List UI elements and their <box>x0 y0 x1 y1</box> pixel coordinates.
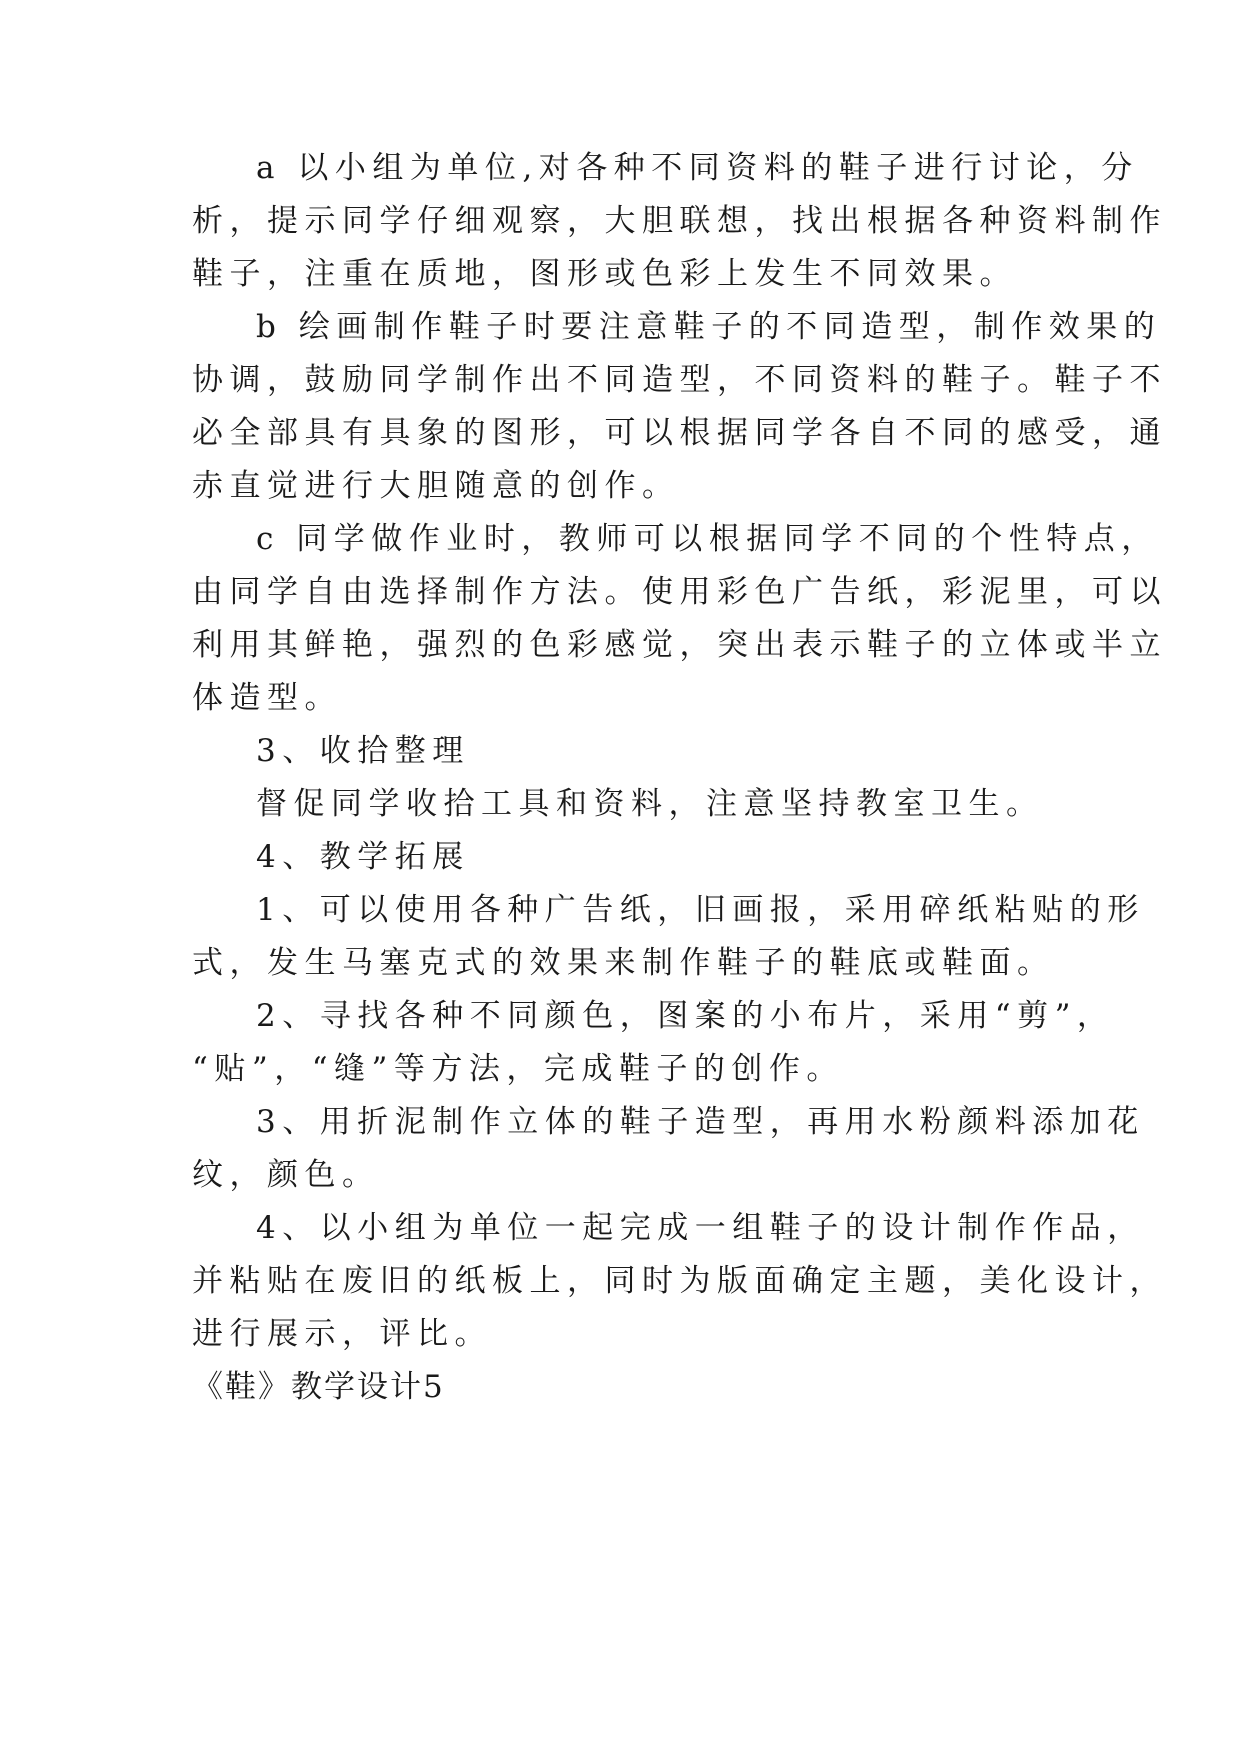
paragraph-b-line-4: 赤直觉进行大胆随意的创作。 <box>192 468 680 504</box>
extension-item-4-line-2: 并粘贴在废旧的纸板上，同时为版面确定主题，美化设计， <box>192 1263 1167 1299</box>
extension-item-3-line-1: 3、用折泥制作立体的鞋子造型，再用水粉颜料添加花 <box>256 1104 1145 1140</box>
extension-item-1-line-2: 式，发生马塞克式的效果来制作鞋子的鞋底或鞋面。 <box>192 945 1055 981</box>
paragraph-b-line-2: 协调，鼓励同学制作出不同造型，不同资料的鞋子。鞋子不 <box>192 362 1167 398</box>
paragraph-b-line-1: b 绘画制作鞋子时要注意鞋子的不同造型，制作效果的 <box>256 309 1162 345</box>
paragraph-tidy-up: 督促同学收拾工具和资料，注意坚持教室卫生。 <box>256 786 1044 822</box>
paragraph-a-line-1: a 以小组为单位,对各种不同资料的鞋子进行讨论，分 <box>256 150 1139 186</box>
paragraph-c-line-1: c 同学做作业时，教师可以根据同学不同的个性特点， <box>256 521 1159 557</box>
extension-item-1-line-1: 1、可以使用各种广告纸，旧画报，采用碎纸粘贴的形 <box>256 892 1145 928</box>
extension-item-4-line-3: 进行展示，评比。 <box>192 1316 492 1352</box>
extension-item-2-line-2: “贴”，“缝”等方法，完成鞋子的创作。 <box>192 1051 844 1087</box>
section-heading-tidy-up: 3、收拾整理 <box>256 733 470 769</box>
document-heading: 《鞋》教学设计5 <box>192 1369 445 1405</box>
paragraph-a-line-3: 鞋子，注重在质地，图形或色彩上发生不同效果。 <box>192 256 1017 292</box>
extension-item-2-line-1: 2、寻找各种不同颜色，图案的小布片，采用“剪”， <box>256 998 1115 1034</box>
extension-item-3-line-2: 纹，颜色。 <box>192 1157 380 1193</box>
extension-item-4-line-1: 4、以小组为单位一起完成一组鞋子的设计制作作品， <box>256 1210 1145 1246</box>
paragraph-c-line-4: 体造型。 <box>192 680 342 716</box>
section-heading-extension: 4、教学拓展 <box>256 839 470 875</box>
paragraph-c-line-3: 利用其鲜艳，强烈的色彩感觉，突出表示鞋子的立体或半立 <box>192 627 1167 663</box>
paragraph-c-line-2: 由同学自由选择制作方法。使用彩色广告纸，彩泥里，可以 <box>192 574 1167 610</box>
paragraph-a-line-2: 析，提示同学仔细观察，大胆联想，找出根据各种资料制作 <box>192 203 1167 239</box>
paragraph-b-line-3: 必全部具有具象的图形，可以根据同学各自不同的感受，通 <box>192 415 1167 451</box>
